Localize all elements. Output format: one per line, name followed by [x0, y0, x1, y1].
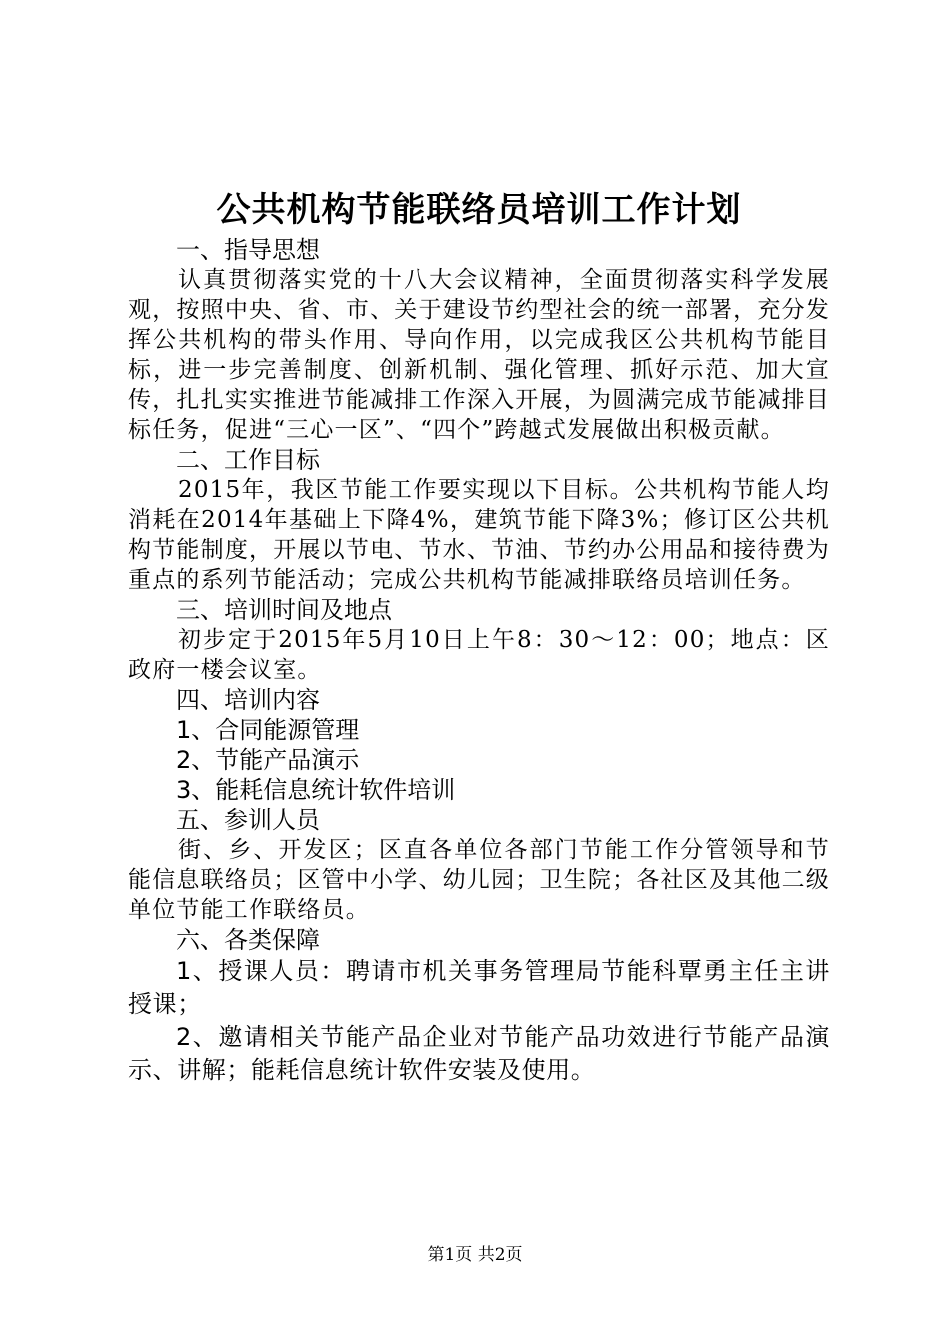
list-item: 2、邀请相关节能产品企业对节能产品功效进行节能产品演示、讲解；能耗信息统计软件安装及使用。	[128, 1023, 830, 1084]
section-body-participants: 街、乡、开发区；区直各单位各部门节能工作分管领导和节能信息联络员；区管中小学、幼儿园；卫生院；各社区及其他二级单位节能工作联络员。	[128, 837, 830, 923]
section-heading-guiding-ideology: 一、指导思想	[176, 236, 320, 264]
list-item: 3、能耗信息统计软件培训	[176, 776, 456, 804]
page-number-footer: 第1页 共2页	[427, 1245, 523, 1265]
list-item: 2、节能产品演示	[176, 746, 360, 774]
section-body-guiding-ideology: 认真贯彻落实党的十八大会议精神，全面贯彻落实科学发展观，按照中央、省、市、关于建设节约型社会的统一部署，充分发挥公共机构的带头作用、导向作用，以完成我区公共机构节能目标，进一步完善制度、创新机制、强化管理、抓好示范、加大宣传，扎扎实实推进节能减排工作深入开展，为圆满完成节能减排目标任务，促进“三心一区”、“四个”跨越式发展做出积极贡献。	[128, 267, 830, 443]
section-heading-participants: 五、参训人员	[176, 806, 320, 834]
section-body-time-place: 初步定于2015年5月10日上午8：30～12：00；地点：区政府一楼会议室。	[128, 627, 830, 683]
section-body-work-goals: 2015年，我区节能工作要实现以下目标。公共机构节能人均消耗在2014年基础上下降4%，建筑节能下降3%；修订区公共机构节能制度，开展以节电、节水、节油、节约办公用品和接待费为重点的系列节能活动；完成公共机构节能减排联络员培训任务。	[128, 477, 830, 593]
document-page	[128, 185, 830, 1087]
section-heading-work-goals: 二、工作目标	[176, 446, 320, 474]
list-item: 1、合同能源管理	[176, 716, 360, 744]
section-heading-guarantees: 六、各类保障	[176, 926, 320, 954]
section-heading-time-place: 三、培训时间及地点	[176, 596, 392, 624]
list-item: 1、授课人员：聘请市机关事务管理局节能科覃勇主任主讲授课；	[128, 957, 830, 1018]
section-heading-training-content: 四、培训内容	[176, 686, 320, 714]
document-title: 公共机构节能联络员培训工作计划	[216, 190, 742, 230]
